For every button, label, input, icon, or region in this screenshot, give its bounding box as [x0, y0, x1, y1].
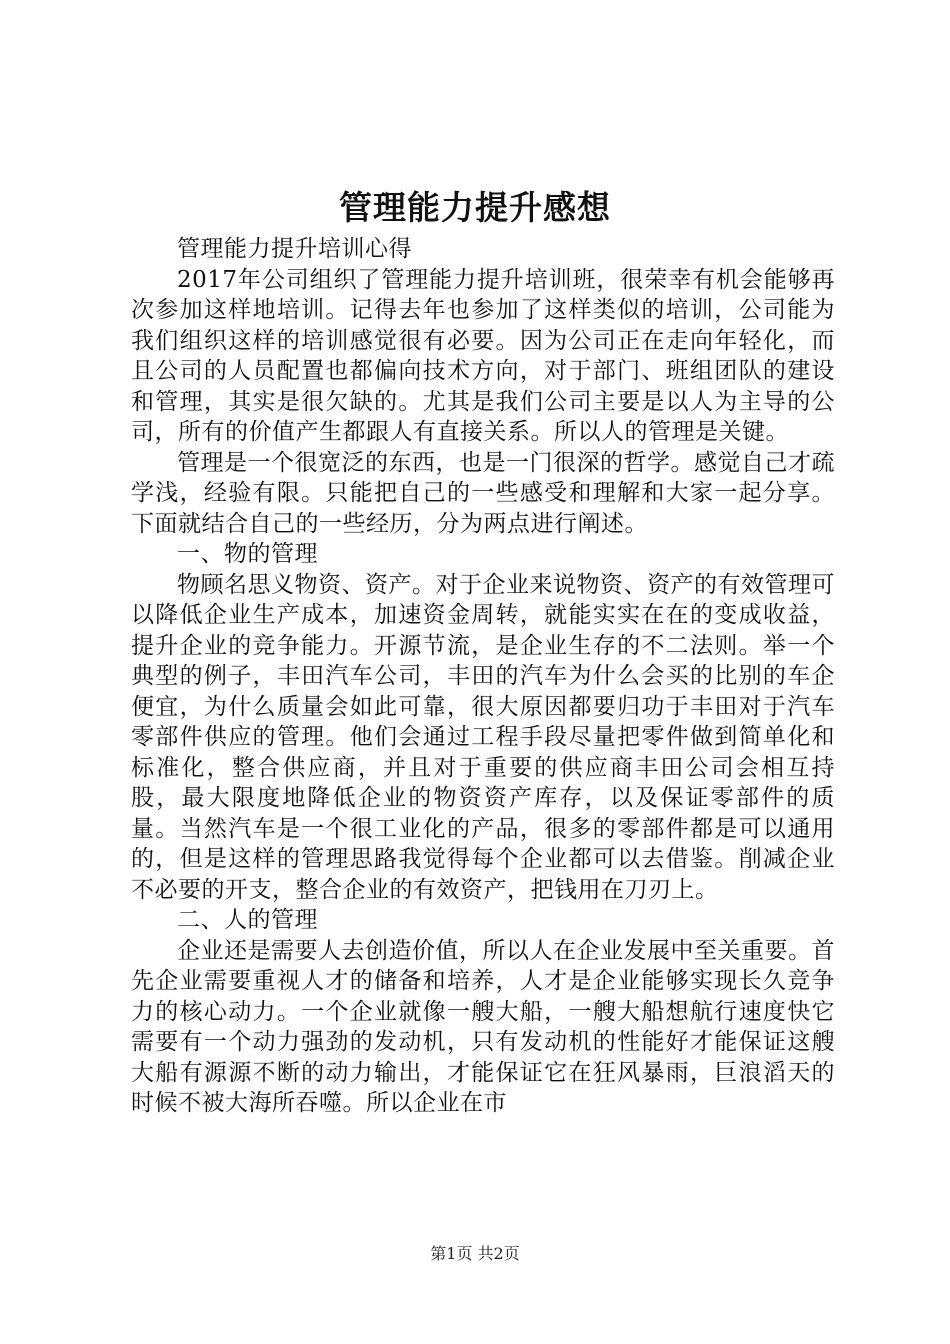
section-heading-goods: 一、物的管理 [177, 541, 318, 567]
paragraph-intro: 2017年公司组织了管理能力提升培训班，很荣幸有机会能够再次参加这样地培训。记得去年也参加了这样类似的培训，公司能为我们组织这样的培训感觉很有必要。因为公司正在走向年轻化，而且公司的人员配置也都偏向技术方向，对于部门、班组团队的建设和管理，其实是很欠缺的。尤其是我们公司主要是以人为主导的公司，所有的价值产生都跟人有直接关系。所以人的管理是关键。 [131, 266, 835, 445]
paragraph-overview: 管理是一个很宽泛的东西，也是一门很深的哲学。感觉自己才疏学浅，经验有限。只能把自己的一些感受和理解和大家一起分享。下面就结合自己的一些经历，分为两点进行阐述。 [131, 449, 835, 537]
document-subtitle: 管理能力提升培训心得 [177, 236, 412, 262]
document-body [131, 234, 835, 1119]
page-number-footer: 第1页 共2页 [430, 1244, 520, 1263]
document-title: 管理能力提升感想 [339, 188, 611, 227]
paragraph-goods-management: 物顾名思义物资、资产。对于企业来说物资、资产的有效管理可以降低企业生产成本，加速资金周转，就能实实在在的变成收益，提升企业的竞争能力。开源节流，是企业生存的不二法则。举一个典型的例子，丰田汽车公司，丰田的汽车为什么会买的比别的车企便宜，为什么质量会如此可靠，很大原因都要归功于丰田对于汽车零部件供应的管理。他们会通过工程手段尽量把零件做到简单化和标准化，整合供应商，并且对于重要的供应商丰田公司会相互持股，最大限度地降低企业的物资资产库存，以及保证零部件的质量。当然汽车是一个很工业化的产品，很多的零部件都是可以通用的，但是这样的管理思路我觉得每个企业都可以去借鉴。削减企业不必要的开支，整合企业的有效资产，把钱用在刀刃上。 [131, 571, 835, 903]
paragraph-people-management: 企业还是需要人去创造价值，所以人在企业发展中至关重要。首先企业需要重视人才的储备和培养，人才是企业能够实现长久竞争力的核心动力。一个企业就像一艘大船，一艘大船想航行速度快它需要有一个动力强劲的发动机，只有发动机的性能好才能保证这艘大船有源源不断的动力输出，才能保证它在狂风暴雨，巨浪滔天的时候不被大海所吞噬。所以企业在市 [131, 937, 835, 1116]
section-heading-people: 二、人的管理 [177, 907, 318, 933]
